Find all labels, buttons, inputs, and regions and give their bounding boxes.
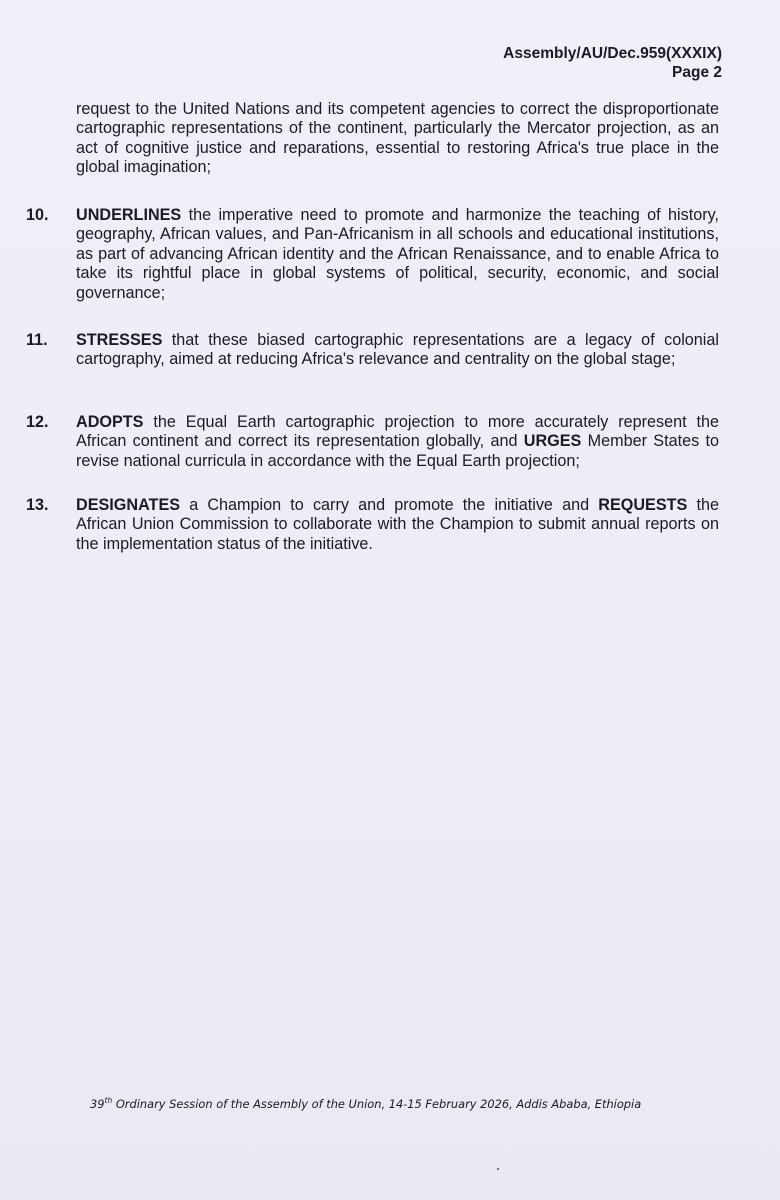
footer-ordinal-suffix: th [104, 1096, 113, 1105]
decision-reference: Assembly/AU/Dec.959(XXXIX) [503, 45, 722, 62]
paper-speck [497, 1168, 499, 1170]
paragraph-number-13: 13. [26, 496, 49, 514]
paragraph-12-keyword-2: URGES [523, 432, 582, 451]
paragraph-11-text: that these biased cartographic representations are a legacy of colonial cartography, aimed at reducing Africa's relevance and centrality on the global stage; [76, 331, 719, 369]
paragraph-12-text-2: Member States to revise national curricula in accordance with the Equal Earth projection; [76, 432, 719, 470]
paragraph-12 [76, 413, 719, 471]
paragraph-number-10: 10. [26, 206, 49, 224]
footer-session-number: 39 [90, 1096, 105, 1111]
intro-paragraph: request to the United Nations and its competent agencies to correct the disproportionate cartographic representations of the continent, particularly the Mercator projection, as an act of cognitive justice and reparations, essential to restoring Africa's true place in the global imagination; [76, 100, 719, 177]
paragraph-12-text: the Equal Earth cartographic projection to more accurately represent the African continent and correct its representation globally, and [76, 413, 719, 451]
paragraph-13-keyword-2: REQUESTS [598, 496, 688, 514]
paragraph-10-text: the imperative need to promote and harmonize the teaching of history, geography, African values, and Pan-Africanism in all schools and educational institutions, as part of advancing African identity and the African Renaissance, and to enable Africa to take its rightful place in global systems of political, security, economic, and social governance; [76, 206, 719, 302]
footer-text: Ordinary Session of the Assembly of the Union, 14-15 February 2026, Addis Ababa, Ethiopia [112, 1096, 642, 1111]
paragraph-13 [76, 496, 719, 554]
paragraph-13-text: a Champion to carry and promote the initiative and [180, 496, 599, 514]
page-number: Page 2 [672, 64, 722, 81]
paragraph-13-text-2: the African Union Commission to collaborate with the Champion to submit annual reports on the implementation status of the initiative. [76, 496, 719, 553]
paragraph-11 [76, 331, 719, 370]
paragraph-12-keyword: ADOPTS [76, 413, 144, 431]
page-footer [90, 1094, 641, 1111]
paragraph-11-keyword: STRESSES [76, 331, 163, 349]
paragraph-10 [76, 206, 719, 303]
paragraph-13-keyword: DESIGNATES [76, 496, 181, 514]
paragraph-number-12: 12. [26, 413, 49, 431]
paragraph-10-keyword: UNDERLINES [76, 206, 182, 224]
paragraph-number-11: 11. [26, 331, 48, 349]
page-header [503, 44, 722, 82]
